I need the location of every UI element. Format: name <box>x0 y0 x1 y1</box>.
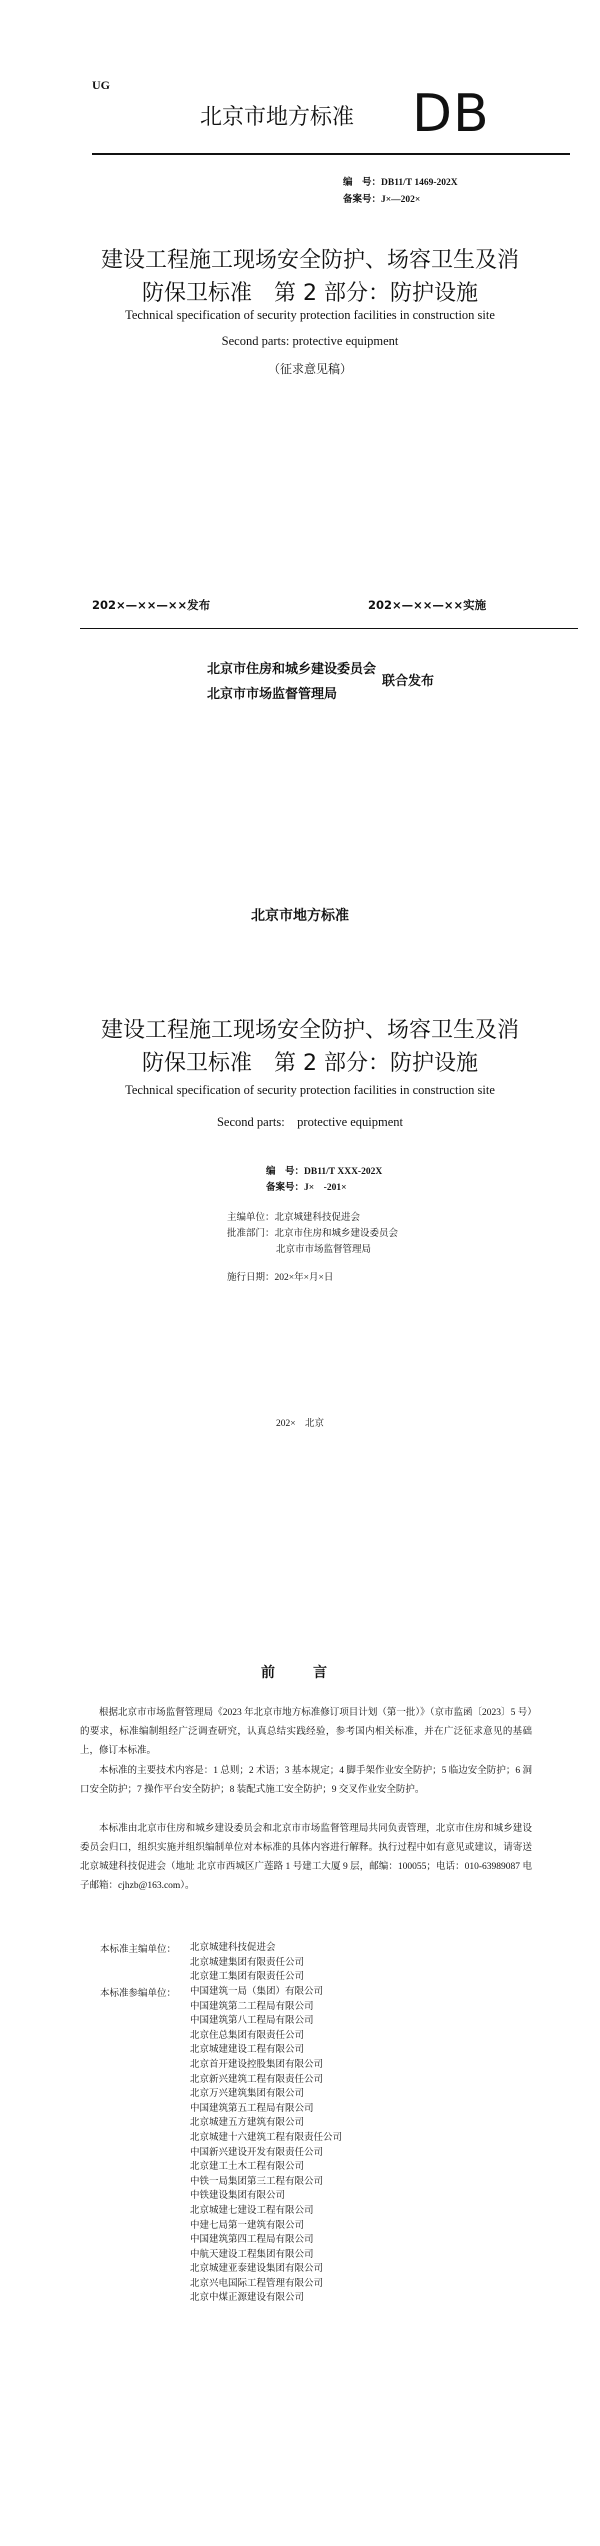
bottom-divider <box>80 628 578 629</box>
list-item: 中铁一局集团第三工程有限公司 <box>190 2176 324 2187</box>
participant-units-list <box>190 1985 342 2306</box>
ug-mark: UG <box>92 78 110 92</box>
editor-label: 主编单位： <box>227 1213 275 1223</box>
list-item: 北京住总集团有限责任公司 <box>190 2030 305 2041</box>
title-line-1: 建设工程施工现场安全防护、场容卫生及消 <box>100 1018 519 1043</box>
list-item: 北京建工集团有限责任公司 <box>190 1972 305 1983</box>
list-item: 北京城建集团有限责任公司 <box>190 1957 305 1968</box>
record-number: 备案号：J× -201× <box>266 1183 347 1193</box>
list-item: 北京城建亚泰建设集团有限公司 <box>190 2264 324 2275</box>
english-title-line-2: Second parts: protective equipment <box>216 1115 404 1129</box>
editor-unit-row <box>227 1210 360 1226</box>
list-item: 北京兴电国际工程管理有限公司 <box>190 2278 324 2289</box>
approver-row <box>227 1226 398 1242</box>
issuer-housing-commission: 北京市住房和城乡建设委员会 <box>207 662 377 677</box>
standard-code-block <box>266 1164 382 1196</box>
title-line-2: 防保卫标准 第 2 部分：防护设施 <box>142 1051 478 1076</box>
foreword-title: 前 言 <box>261 1665 339 1681</box>
title-page <box>0 880 600 1580</box>
record-number: 备案号：J×—202× <box>343 195 421 205</box>
list-item: 北京新兴建筑工程有限责任公司 <box>190 2074 324 2085</box>
list-item: 中国建筑一局（集团）有限公司 <box>190 1987 324 1997</box>
list-item: 中国建筑第八工程局有限公司 <box>190 2016 314 2027</box>
list-item: 北京建工土木工程有限公司 <box>190 2162 305 2173</box>
list-item: 中航天建设工程集团有限公司 <box>190 2249 314 2260</box>
issuer-market-bureau: 北京市市场监督管理局 <box>207 687 338 702</box>
list-item: 北京城建五方建筑有限公司 <box>190 2118 305 2129</box>
chief-units-label: 本标准主编单位： <box>100 1945 177 1955</box>
document-title <box>80 244 540 310</box>
db-logo-mark: DB <box>412 84 490 144</box>
list-item: 北京城建十六建筑工程有限责任公司 <box>190 2132 343 2143</box>
list-item: 北京万兴建筑集团有限公司 <box>190 2089 305 2100</box>
editor-value: 北京城建科技促进会 <box>274 1213 361 1223</box>
approver-label: 批准部门： <box>227 1229 275 1239</box>
date-value: 202×年×月×日 <box>274 1273 334 1283</box>
document-title <box>80 1014 540 1080</box>
list-item: 中国新兴建设开发有限责任公司 <box>190 2147 324 2158</box>
list-item: 北京城建七建设工程有限公司 <box>190 2205 314 2216</box>
standard-code-block <box>343 175 458 209</box>
cover-page <box>0 0 600 650</box>
foreword-paragraph-2: 本标准的主要技术内容是：1 总则；2 术语；3 基本规定；4 脚手架作业安全防护；5 临边安全防护；6 洞口安全防护；7 操作平台安全防护；8 装配式施工安全防护；9 交叉作业安全防护。 <box>80 1766 532 1795</box>
draft-note: （征求意见稿） <box>267 362 352 376</box>
list-item: 北京城建建设工程有限公司 <box>190 2045 305 2056</box>
list-item: 中国建筑第五工程局有限公司 <box>190 2103 314 2114</box>
english-title-line-1: Technical specification of security protection facilities in construction site <box>125 1083 495 1097</box>
list-item: 北京首开建设控股集团有限公司 <box>190 2059 324 2070</box>
effective-date-row <box>227 1270 333 1286</box>
list-item: 中国建筑第二工程局有限公司 <box>190 2001 314 2012</box>
effective-date: 202×—××—××实施 <box>368 598 487 612</box>
list-item: 中建七局第一建筑有限公司 <box>190 2220 305 2231</box>
list-item: 北京城建科技促进会 <box>190 1943 276 1953</box>
joint-issue-label: 联合发布 <box>382 674 435 689</box>
list-item: 北京中煤正源建设有限公司 <box>190 2293 305 2304</box>
top-divider <box>92 153 570 155</box>
standard-type-heading: 北京市地方标准 <box>251 908 349 924</box>
foreword-paragraph-1: 根据北京市市场监督管理局《2023 年北京市地方标准修订项目计划（第一批）》（京市监函〔2023〕5 号）的要求，标准编制组经广泛调查研究，认真总结实践经验，参考国内相关标准，并在广泛征求意见的基础上，修订本标准。 <box>80 1708 532 1756</box>
city-year: 202× 北京 <box>275 1419 325 1429</box>
standard-number: 编 号：DB11/T 1469-202X <box>343 178 458 188</box>
approver-value-2: 北京市市场监督管理局 <box>276 1245 372 1255</box>
standard-type-heading: 北京市地方标准 <box>200 105 355 130</box>
english-title-line-1: Technical specification of security protection facilities in construction site <box>125 308 495 322</box>
english-title-line-2: Second parts: protective equipment <box>221 334 399 348</box>
title-line-2: 防保卫标准 第 2 部分：防护设施 <box>142 281 478 306</box>
approver-value: 北京市住房和城乡建设委员会 <box>274 1229 399 1239</box>
standard-number: 编 号：DB11/T XXX-202X <box>266 1167 383 1177</box>
chief-units-list <box>190 1941 304 1985</box>
publish-date: 202×—××—××发布 <box>92 598 211 612</box>
participant-units-label: 本标准参编单位： <box>100 1989 177 1999</box>
title-line-1: 建设工程施工现场安全防护、场容卫生及消 <box>100 248 519 273</box>
date-label: 施行日期： <box>227 1273 275 1283</box>
list-item: 中国建筑第四工程局有限公司 <box>190 2235 314 2246</box>
list-item: 中铁建设集团有限公司 <box>190 2191 286 2202</box>
foreword-page <box>0 1660 600 2546</box>
foreword-paragraph-3: 本标准由北京市住房和城乡建设委员会和北京市市场监督管理局共同负责管理，北京市住房和城乡建设委员会归口，组织实施并组织编制单位对本标准的具体内容进行解释。执行过程中如有意见或建议，请寄送北京城建科技促进会（地址 北京市西城区广莲路 1 号建工大厦 9 层，邮编：100055；电话：010-63989087 电子邮箱：cjhzb@163.com）。 <box>80 1824 532 1891</box>
